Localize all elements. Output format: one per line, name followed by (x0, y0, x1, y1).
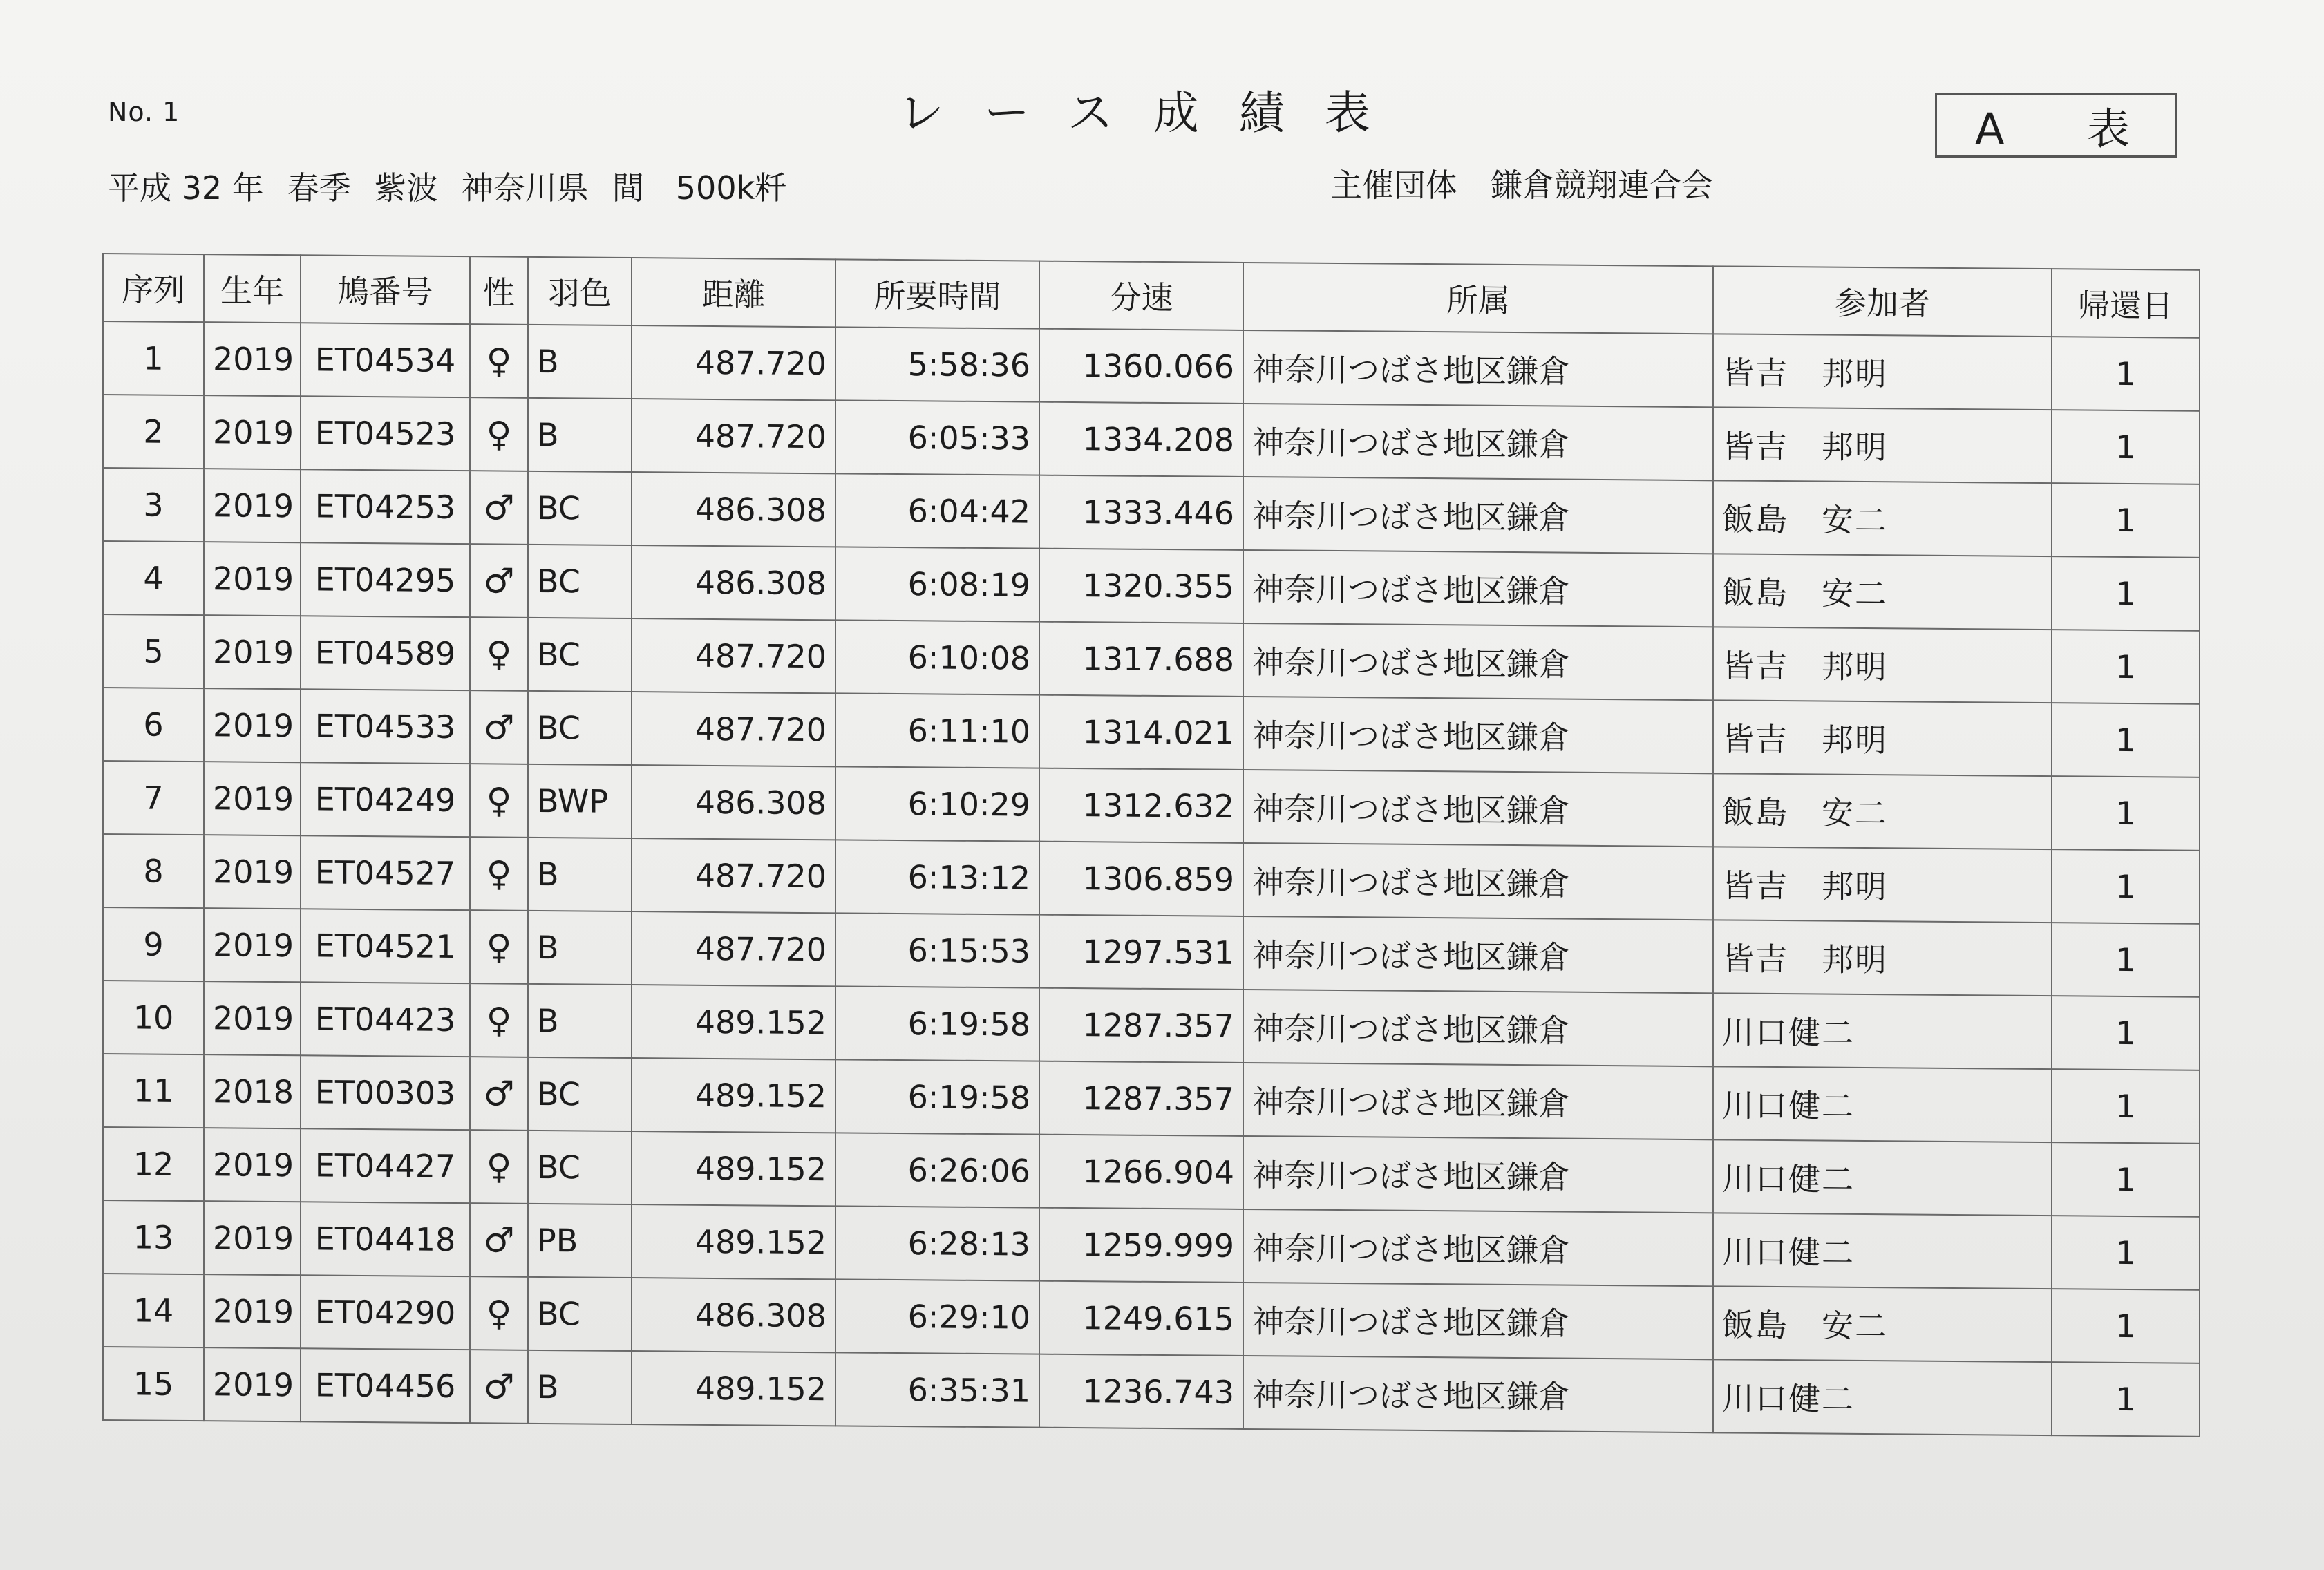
cell-entrant: 皆吉 邦明 (1713, 334, 2052, 410)
cell-distance: 487.720 (632, 618, 835, 693)
era-year: 平成 32 年 (108, 169, 264, 207)
cell-club: 神奈川つばさ地区鎌倉 (1243, 1063, 1713, 1139)
cell-ring-number: ET04534 (301, 323, 470, 397)
cell-club: 神奈川つばさ地区鎌倉 (1243, 916, 1713, 993)
cell-return-day: 1 (2052, 776, 2200, 851)
cell-color: B (528, 325, 632, 399)
cell-year: 2019 (204, 542, 301, 616)
cell-rank: 6 (103, 688, 204, 762)
cell-time: 5:58:36 (835, 327, 1039, 401)
cell-year: 2019 (204, 1128, 301, 1202)
cell-year: 2019 (204, 688, 301, 762)
cell-club: 神奈川つばさ地区鎌倉 (1243, 330, 1713, 407)
cell-speed: 1287.357 (1039, 988, 1243, 1063)
cell-club: 神奈川つばさ地区鎌倉 (1243, 1283, 1713, 1359)
col-header-entrant: 参加者 (1713, 266, 2052, 337)
cell-distance: 486.308 (632, 1278, 835, 1352)
cell-distance: 487.720 (632, 325, 835, 400)
cell-distance: 489.152 (632, 1351, 835, 1426)
cell-time: 6:11:10 (835, 693, 1039, 768)
col-header-year: 生年 (204, 254, 301, 323)
cell-ring-number: ET04589 (301, 616, 470, 690)
cell-speed: 1333.446 (1039, 475, 1243, 550)
cell-time: 6:05:33 (835, 400, 1039, 475)
cell-time: 6:10:29 (835, 766, 1039, 841)
cell-ring-number: ET04423 (301, 982, 470, 1057)
cell-year: 2019 (204, 762, 301, 835)
cell-year: 2019 (204, 1274, 301, 1348)
cell-club: 神奈川つばさ地区鎌倉 (1243, 623, 1713, 700)
cell-time: 6:29:10 (835, 1279, 1039, 1354)
cell-time: 6:19:58 (835, 1059, 1039, 1134)
results-table (102, 253, 2200, 1437)
cell-entrant: 飯島 安二 (1713, 1286, 2052, 1362)
cell-rank: 11 (103, 1054, 204, 1128)
cell-return-day: 1 (2052, 1142, 2200, 1217)
cell-return-day: 1 (2052, 849, 2200, 924)
cell-return-day: 1 (2052, 923, 2200, 997)
cell-ring-number: ET04249 (301, 762, 470, 837)
cell-time: 6:04:42 (835, 473, 1039, 548)
cell-sex: ♂ (470, 1057, 528, 1131)
cell-sex: ♂ (470, 1350, 528, 1424)
col-header-speed: 分速 (1039, 261, 1243, 330)
cell-speed: 1249.615 (1039, 1281, 1243, 1356)
cell-entrant: 飯島 安二 (1713, 480, 2052, 556)
cell-sex: ♂ (470, 690, 528, 764)
cell-club: 神奈川つばさ地区鎌倉 (1243, 770, 1713, 847)
cell-speed: 1306.859 (1039, 842, 1243, 916)
cell-rank: 7 (103, 761, 204, 835)
distance-note: 間 500k粁 (612, 169, 787, 207)
cell-speed: 1312.632 (1039, 768, 1243, 843)
cell-distance: 487.720 (632, 911, 835, 986)
cell-time: 6:08:19 (835, 547, 1039, 621)
cell-rank: 5 (103, 614, 204, 688)
cell-color: BC (528, 1277, 632, 1351)
col-header-ring: 鳩番号 (301, 255, 470, 324)
cell-return-day: 1 (2052, 1216, 2200, 1290)
cell-return-day: 1 (2052, 483, 2200, 558)
cell-color: B (528, 911, 632, 985)
cell-ring-number: ET04533 (301, 689, 470, 764)
cell-sex: ♀ (470, 837, 528, 911)
cell-entrant: 皆吉 邦明 (1713, 407, 2052, 483)
cell-sex: ♀ (470, 397, 528, 471)
cell-ring-number: ET04253 (301, 469, 470, 544)
cell-entrant: 川口健二 (1713, 1066, 2052, 1142)
cell-time: 6:15:53 (835, 913, 1039, 987)
document-number: No. 1 (108, 97, 180, 127)
cell-color: B (528, 838, 632, 911)
cell-year: 2018 (204, 1054, 301, 1128)
cell-time: 6:28:13 (835, 1206, 1039, 1280)
cell-distance: 487.720 (632, 399, 835, 473)
cell-sex: ♀ (470, 910, 528, 984)
cell-color: BC (528, 545, 632, 618)
cell-time: 6:35:31 (835, 1352, 1039, 1427)
col-header-sex: 性 (470, 256, 528, 325)
cell-entrant: 飯島 安二 (1713, 773, 2052, 849)
organizer-line (1330, 160, 1713, 206)
organizer-name: 鎌倉競翔連合会 (1491, 167, 1713, 204)
cell-year: 2019 (204, 322, 301, 396)
release-point: 紫波 (374, 169, 438, 207)
cell-speed: 1320.355 (1039, 549, 1243, 623)
cell-entrant: 皆吉 邦明 (1713, 920, 2052, 996)
cell-return-day: 1 (2052, 410, 2200, 484)
cell-ring-number: ET00303 (301, 1055, 470, 1130)
cell-speed: 1287.357 (1039, 1061, 1243, 1136)
cell-ring-number: ET04418 (301, 1202, 470, 1276)
cell-club: 神奈川つばさ地区鎌倉 (1243, 697, 1713, 773)
cell-distance: 486.308 (632, 765, 835, 840)
cell-year: 2019 (204, 615, 301, 689)
cell-return-day: 1 (2052, 556, 2200, 631)
cell-speed: 1317.688 (1039, 622, 1243, 697)
cell-year: 2019 (204, 835, 301, 909)
cell-ring-number: ET04427 (301, 1128, 470, 1203)
cell-entrant: 皆吉 邦明 (1713, 627, 2052, 703)
cell-color: BC (528, 1057, 632, 1131)
cell-speed: 1236.743 (1039, 1354, 1243, 1429)
cell-entrant: 川口健二 (1713, 1139, 2052, 1216)
cell-color: B (528, 1350, 632, 1424)
prefecture: 神奈川県 (461, 169, 589, 207)
cell-color: B (528, 984, 632, 1058)
cell-distance: 487.720 (632, 838, 835, 913)
col-header-time: 所要時間 (835, 259, 1039, 328)
cell-return-day: 1 (2052, 1362, 2200, 1437)
cell-sex: ♀ (470, 764, 528, 838)
cell-color: BWP (528, 764, 632, 838)
cell-entrant: 川口健二 (1713, 1359, 2052, 1435)
cell-year: 2019 (204, 908, 301, 982)
cell-ring-number: ET04290 (301, 1275, 470, 1350)
cell-return-day: 1 (2052, 1069, 2200, 1144)
cell-speed: 1266.904 (1039, 1135, 1243, 1209)
cell-club: 神奈川つばさ地区鎌倉 (1243, 990, 1713, 1066)
cell-entrant: 川口健二 (1713, 1213, 2052, 1289)
cell-speed: 1314.021 (1039, 695, 1243, 770)
cell-rank: 14 (103, 1274, 204, 1347)
cell-sex: ♀ (470, 1130, 528, 1204)
cell-time: 6:13:12 (835, 840, 1039, 914)
cell-entrant: 皆吉 邦明 (1713, 847, 2052, 923)
cell-time: 6:10:08 (835, 620, 1039, 694)
cell-year: 2019 (204, 395, 301, 469)
table-row (103, 1347, 2200, 1437)
cell-sex: ♀ (470, 324, 528, 398)
col-header-distance: 距離 (632, 258, 835, 327)
cell-entrant: 飯島 安二 (1713, 554, 2052, 630)
cell-sex: ♂ (470, 471, 528, 545)
cell-color: BC (528, 1131, 632, 1204)
cell-return-day: 1 (2052, 996, 2200, 1070)
cell-sex: ♂ (470, 1203, 528, 1277)
cell-rank: 9 (103, 907, 204, 981)
cell-year: 2019 (204, 981, 301, 1055)
cell-speed: 1297.531 (1039, 915, 1243, 990)
col-header-rank: 序列 (103, 254, 204, 322)
document-title: レース成績表 (898, 86, 1410, 140)
cell-time: 6:26:06 (835, 1133, 1039, 1207)
cell-rank: 15 (103, 1347, 204, 1421)
cell-distance: 486.308 (632, 472, 835, 547)
cell-return-day: 1 (2052, 630, 2200, 704)
cell-rank: 10 (103, 981, 204, 1054)
cell-club: 神奈川つばさ地区鎌倉 (1243, 1356, 1713, 1432)
cell-color: B (528, 398, 632, 472)
cell-speed: 1334.208 (1039, 402, 1243, 477)
cell-year: 2019 (204, 1201, 301, 1275)
cell-color: BC (528, 618, 632, 692)
cell-sex: ♀ (470, 617, 528, 691)
cell-year: 2019 (204, 469, 301, 542)
cell-distance: 489.152 (632, 985, 835, 1059)
col-header-club: 所属 (1243, 263, 1713, 334)
cell-club: 神奈川つばさ地区鎌倉 (1243, 404, 1713, 480)
race-info-line (108, 163, 786, 209)
cell-rank: 8 (103, 834, 204, 908)
cell-sex: ♂ (470, 544, 528, 618)
cell-rank: 12 (103, 1127, 204, 1201)
cell-club: 神奈川つばさ地区鎌倉 (1243, 1209, 1713, 1286)
cell-club: 神奈川つばさ地区鎌倉 (1243, 477, 1713, 554)
cell-speed: 1259.999 (1039, 1208, 1243, 1283)
cell-distance: 489.152 (632, 1058, 835, 1133)
cell-sex: ♀ (470, 983, 528, 1057)
cell-color: PB (528, 1204, 632, 1278)
cell-ring-number: ET04295 (301, 542, 470, 617)
cell-year: 2019 (204, 1347, 301, 1421)
cell-color: BC (528, 471, 632, 545)
cell-ring-number: ET04456 (301, 1348, 470, 1423)
cell-ring-number: ET04521 (301, 909, 470, 983)
cell-distance: 489.152 (632, 1204, 835, 1279)
cell-return-day: 1 (2052, 1289, 2200, 1363)
cell-rank: 4 (103, 541, 204, 615)
cell-speed: 1360.066 (1039, 329, 1243, 404)
table-label-box: A 表 (1935, 93, 2177, 158)
organizer-label: 主催団体 (1330, 167, 1457, 204)
cell-distance: 486.308 (632, 545, 835, 620)
cell-entrant: 皆吉 邦明 (1713, 700, 2052, 776)
cell-club: 神奈川つばさ地区鎌倉 (1243, 843, 1713, 920)
cell-distance: 489.152 (632, 1131, 835, 1206)
cell-return-day: 1 (2052, 703, 2200, 777)
cell-distance: 487.720 (632, 692, 835, 766)
cell-return-day: 1 (2052, 337, 2200, 411)
cell-rank: 2 (103, 395, 204, 469)
cell-ring-number: ET04523 (301, 396, 470, 471)
cell-ring-number: ET04527 (301, 835, 470, 910)
cell-entrant: 川口健二 (1713, 993, 2052, 1069)
col-header-day: 帰還日 (2052, 269, 2200, 338)
cell-color: BC (528, 691, 632, 765)
cell-sex: ♀ (470, 1276, 528, 1350)
col-header-color: 羽色 (528, 257, 632, 325)
season: 春季 (287, 169, 351, 207)
cell-club: 神奈川つばさ地区鎌倉 (1243, 1136, 1713, 1213)
cell-rank: 1 (103, 321, 204, 395)
cell-rank: 3 (103, 468, 204, 542)
cell-club: 神奈川つばさ地区鎌倉 (1243, 550, 1713, 627)
table-body (103, 321, 2200, 1437)
cell-rank: 13 (103, 1200, 204, 1274)
cell-time: 6:19:58 (835, 986, 1039, 1061)
